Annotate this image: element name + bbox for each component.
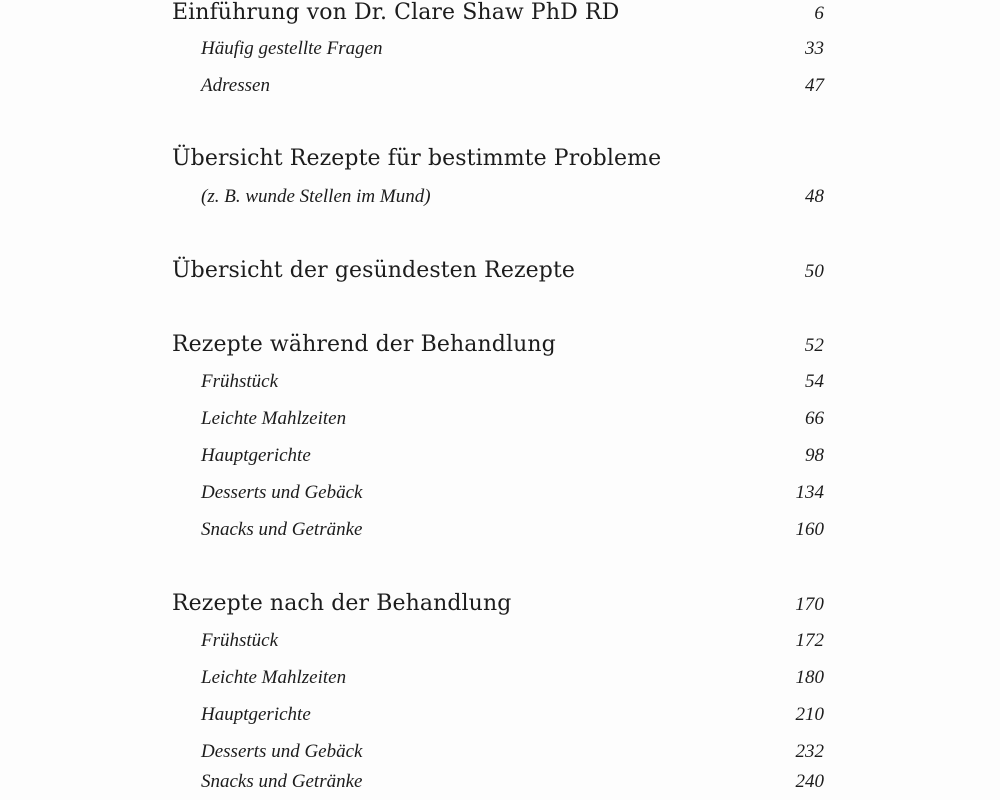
toc-entry[interactable] [172, 75, 824, 97]
entry-label: Hauptgerichte [201, 704, 311, 725]
toc-entry[interactable] [172, 630, 824, 652]
toc-entry[interactable] [172, 667, 824, 689]
entry-label: Leichte Mahlzeiten [201, 408, 347, 429]
section-title: Rezepte während der Behandlung [172, 332, 556, 357]
page-number: 170 [795, 594, 824, 615]
toc-entry[interactable] [172, 704, 824, 726]
entry-label: Adressen [201, 75, 270, 96]
page-number: 48 [805, 186, 824, 207]
page-number: 98 [805, 445, 824, 466]
page-number: 232 [795, 741, 824, 762]
entry-label: Frühstück [201, 630, 279, 651]
toc-entry[interactable] [172, 482, 824, 504]
page-number: 52 [804, 335, 824, 356]
toc-entry[interactable] [172, 445, 824, 467]
page-number: 180 [795, 667, 824, 688]
page-number: 134 [795, 482, 824, 503]
entry-label: Frühstück [201, 371, 279, 392]
toc-section-healthiest[interactable] [172, 258, 824, 283]
toc-section-intro[interactable] [172, 0, 824, 25]
page-number: 6 [814, 3, 824, 24]
toc-entry[interactable] [172, 519, 824, 541]
entry-label: Hauptgerichte [201, 445, 311, 466]
page-number: 240 [795, 771, 824, 792]
toc-entry[interactable] [172, 38, 824, 60]
entry-label: Snacks und Getränke [201, 771, 363, 792]
entry-label: (z. B. wunde Stellen im Mund) [201, 186, 431, 207]
entry-label: Snacks und Getränke [201, 519, 363, 540]
toc-entry[interactable] [172, 371, 824, 393]
toc-entry[interactable] [172, 771, 824, 793]
toc-section-after[interactable] [172, 591, 824, 616]
toc-entry[interactable] [172, 741, 824, 763]
page-number: 47 [805, 75, 824, 96]
section-title: Übersicht Rezepte für bestimmte Probleme [172, 146, 662, 171]
toc-entry[interactable] [172, 186, 824, 208]
entry-label: Desserts und Gebäck [201, 482, 363, 503]
page-number: 50 [804, 261, 824, 282]
section-title: Rezepte nach der Behandlung [172, 591, 512, 616]
page-number: 160 [795, 519, 824, 540]
page-number: 54 [805, 371, 824, 392]
toc-section-during[interactable] [172, 332, 824, 357]
entry-label: Leichte Mahlzeiten [201, 667, 347, 688]
page-number: 210 [795, 704, 824, 725]
entry-label: Desserts und Gebäck [201, 741, 363, 762]
page-number: 66 [805, 408, 824, 429]
section-title: Übersicht der gesündesten Rezepte [172, 258, 576, 283]
entry-label: Häufig gestellte Fragen [201, 38, 383, 59]
page-number: 33 [805, 38, 824, 59]
page-number: 172 [795, 630, 824, 651]
toc-section-problems[interactable] [172, 146, 824, 171]
toc-entry[interactable] [172, 408, 824, 430]
section-title: Einführung von Dr. Clare Shaw PhD RD [172, 0, 620, 25]
